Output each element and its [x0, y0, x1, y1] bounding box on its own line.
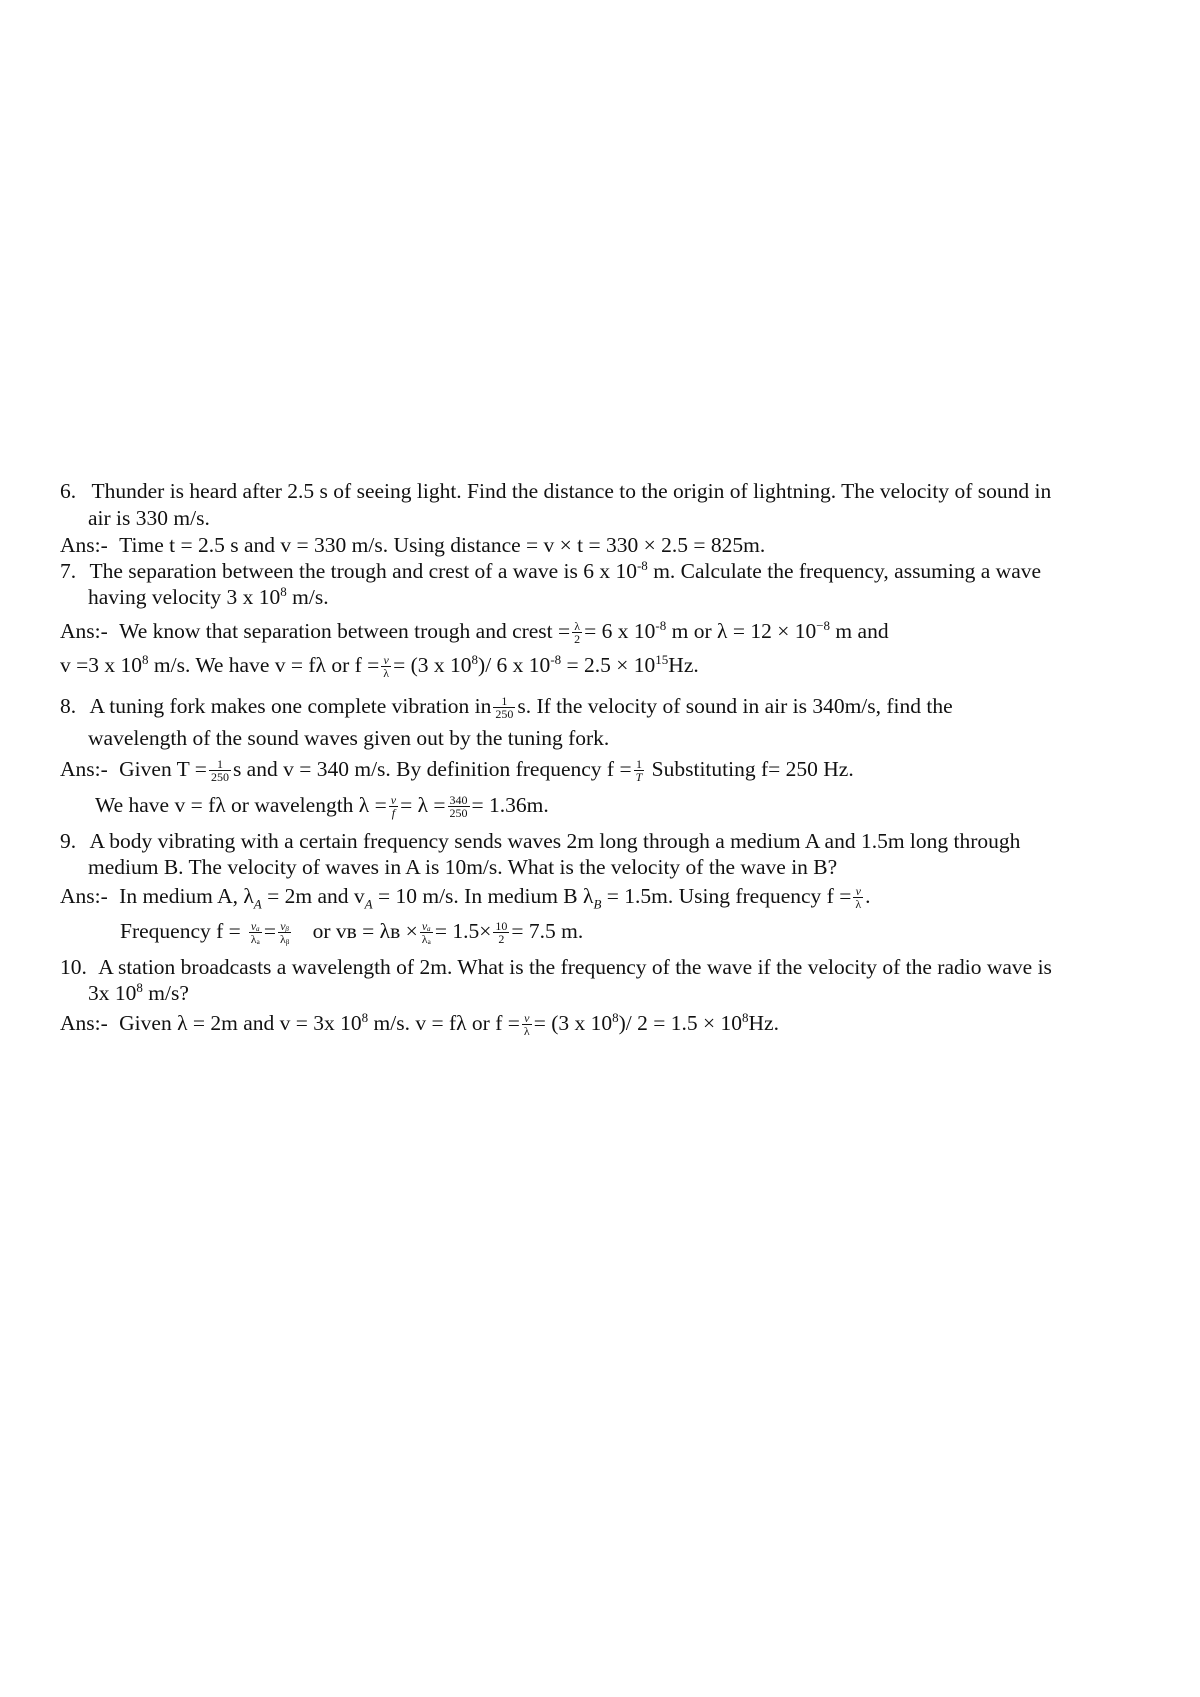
q7-text-line1-end: m. Calculate the frequency, assuming a wave — [647, 559, 1042, 583]
q9-ans2-c: = 1.5× — [434, 919, 492, 943]
fraction-numerator: v — [853, 885, 863, 898]
q9-ans2-b: or vʙ = λʙ × — [307, 919, 418, 943]
fraction-denominator: T — [635, 769, 643, 784]
q7-number: 7. — [60, 559, 77, 583]
q8-number: 8. — [60, 694, 77, 718]
q10-text-line1: A station broadcasts a wavelength of 2m. What is the frequency of the wave if the velocity of the radio wave is — [98, 955, 1052, 979]
q7-ans-a: We know that separation between trough and crest = — [119, 619, 571, 643]
q8-ans-c: Substituting f= 250 Hz. — [646, 757, 854, 781]
q9-fraction-v-lambda — [853, 885, 863, 910]
fraction-denominator: λᵦ — [280, 931, 290, 946]
fraction-denominator: 2 — [498, 931, 505, 946]
q8-answer-line1 — [60, 756, 854, 784]
q8-text-line2: wavelength of the sound waves given out by the tuning fork. — [88, 726, 610, 750]
q7-line2 — [88, 584, 329, 610]
q7-ans2-a: v =3 x 10 — [60, 653, 143, 677]
q10-number: 10. — [60, 955, 87, 979]
fraction-numerator: 340 — [449, 792, 468, 807]
q10-ans-c: = (3 x 10 — [533, 1011, 613, 1035]
fraction-numerator: 1 — [634, 758, 645, 771]
fraction-denominator: 250 — [495, 706, 514, 721]
q10-ans-e: Hz. — [748, 1011, 779, 1035]
q10-answer — [60, 1010, 779, 1038]
q7-ans2-e: = 2.5 × 10 — [561, 653, 656, 677]
q7-line1 — [60, 558, 1041, 584]
fraction-denominator: λₐ — [250, 931, 260, 946]
q10-ans-a-exponent: 8 — [361, 1009, 369, 1025]
q9-ans-label: Ans:- — [60, 884, 108, 908]
q9-ans-c-subscript: B — [593, 896, 602, 912]
fraction-numerator: vₐ — [420, 920, 433, 933]
q7-text-line2-end: m/s. — [286, 585, 329, 609]
q8-ans-b: s and v = 340 m/s. By definition frequency f = — [232, 757, 632, 781]
q9-number: 9. — [60, 829, 77, 853]
fraction-numerator: 1 — [493, 695, 515, 708]
q8-ans2-c: = 1.36m. — [471, 793, 549, 817]
q6-line1 — [60, 478, 1051, 504]
q6-ans-label: Ans:- — [60, 533, 108, 557]
fraction-denominator: λ — [523, 1023, 530, 1038]
q8-fraction-340-250 — [448, 794, 470, 819]
q7-ans2-c: = (3 x 10 — [393, 653, 472, 677]
q9-ans-b-subscript: A — [364, 896, 373, 912]
q9-text-line2: medium B. The velocity of waves in A is 10m/s. What is the velocity of the wave in B? — [88, 855, 838, 879]
q8-answer-line2 — [95, 792, 549, 820]
q9-ans2-d: = 7.5 m. — [511, 919, 584, 943]
q8-fraction-1-T — [634, 758, 645, 783]
fraction-numerator: 10 — [495, 918, 508, 933]
q9-ans-d: = 1.5m. Using frequency f = — [601, 884, 852, 908]
fraction-denominator: f — [391, 805, 396, 820]
q10-ans-c-exponent: 8 — [612, 1009, 619, 1025]
fraction-denominator: λ — [383, 665, 390, 680]
q7-velocity-exponent: 8 — [280, 583, 287, 599]
q10-ans-d-exponent: 8 — [742, 1009, 749, 1025]
q7-exponent: -8 — [636, 557, 648, 573]
fraction-denominator: 250 — [449, 805, 468, 820]
q8-fraction-1-250 — [493, 695, 515, 720]
q7-ans-label: Ans:- — [60, 619, 108, 643]
q9-answer-line2 — [120, 918, 583, 946]
q7-ans-d: m and — [830, 619, 889, 643]
q8-text-line1-a: A tuning fork makes one complete vibration in — [89, 694, 492, 718]
q8-text-line1-b: s. If the velocity of sound in air is 340m/s, find the — [517, 694, 953, 718]
fraction-denominator: 2 — [574, 631, 581, 646]
q10-text-line2-end: m/s? — [142, 981, 189, 1005]
q6-text-line1: Thunder is heard after 2.5 s of seeing light. Find the distance to the origin of lightning. The velocity of sound in — [91, 479, 1052, 503]
q8-line1 — [60, 693, 953, 721]
q7-ans2-c-exponent: 8 — [471, 651, 479, 667]
fraction-numerator: 1 — [209, 758, 231, 771]
fraction-numerator: v — [522, 1012, 532, 1025]
q7-text-line1: The separation between the trough and crest of a wave is 6 x 10 — [89, 559, 637, 583]
q10-line1 — [60, 954, 1052, 980]
q9-ans-a: In medium A, λ — [119, 884, 254, 908]
q7-fraction-lambda-2 — [572, 620, 582, 645]
q7-answer-line2 — [60, 652, 699, 680]
q10-ans-d: )/ 2 = 1.5 × 10 — [618, 1011, 742, 1035]
q9-text-line1: A body vibrating with a certain frequency sends waves 2m long through a medium A and 1.5m long through — [89, 829, 1021, 853]
q8-fraction-period — [209, 758, 231, 783]
q8-ans-a: Given T = — [119, 757, 207, 781]
q7-ans-c-exponent: −8 — [816, 617, 831, 633]
fraction-denominator: λₐ — [421, 931, 431, 946]
fraction-numerator: vₐ — [249, 920, 262, 933]
q9-fraction-vA-lambdaA — [249, 920, 262, 945]
q9-fraction-10-2 — [493, 920, 509, 945]
q7-ans-b-exponent: -8 — [655, 617, 667, 633]
q9-ans-e: . — [865, 884, 871, 908]
q7-ans-c: m or λ = 12 × 10 — [666, 619, 817, 643]
fraction-denominator: λ — [855, 896, 862, 911]
q9-ans-b: = 2m and v — [261, 884, 365, 908]
fraction-numerator: λ — [572, 620, 582, 633]
q7-fraction-v-lambda — [381, 654, 391, 679]
q7-ans2-d: )/ 6 x 10 — [478, 653, 551, 677]
q10-line2 — [88, 980, 189, 1006]
q7-ans2-a-exponent: 8 — [142, 651, 149, 667]
q10-ans-a: Given λ = 2m and v = 3x 10 — [119, 1011, 362, 1035]
q7-ans2-e-exponent: 15 — [655, 651, 669, 667]
q7-ans2-d-exponent: -8 — [550, 651, 562, 667]
q9-ans2-eq: = — [263, 919, 277, 943]
q9-ans-c: = 10 m/s. In medium B λ — [372, 884, 594, 908]
q9-ans-a-subscript: A — [253, 896, 262, 912]
q8-ans2-b: = λ = — [400, 793, 446, 817]
q9-fraction-vB-lambdaB — [278, 920, 291, 945]
q7-text-line2: having velocity 3 x 10 — [88, 585, 281, 609]
q9-line1 — [60, 828, 1020, 854]
q6-ans-text: Time t = 2.5 s and v = 330 m/s. Using distance = v × t = 330 × 2.5 = 825m. — [119, 533, 766, 557]
q7-ans2-f: Hz. — [668, 653, 699, 677]
q8-ans-label: Ans:- — [60, 757, 108, 781]
q10-fraction-v-lambda — [522, 1012, 532, 1037]
q10-exponent: 8 — [136, 979, 143, 995]
q9-answer-line1 — [60, 883, 871, 911]
fraction-numerator: v — [390, 792, 397, 807]
q7-answer-line1 — [60, 618, 889, 646]
q8-ans2-a: We have v = fλ or wavelength λ = — [95, 793, 387, 817]
q9-fraction-vA-lambdaA-2 — [420, 920, 433, 945]
q8-fraction-v-f — [389, 794, 398, 819]
q7-ans2-b: m/s. We have v = fλ or f = — [148, 653, 380, 677]
fraction-numerator: vᵦ — [278, 920, 291, 933]
fraction-numerator: v — [381, 654, 391, 667]
q10-text-line2: 3x 10 — [88, 981, 137, 1005]
q6-text-line2: air is 330 m/s. — [88, 506, 210, 530]
q7-ans-b: = 6 x 10 — [584, 619, 656, 643]
q6-answer — [60, 532, 765, 558]
q10-ans-label: Ans:- — [60, 1011, 108, 1035]
q9-ans2-a: Frequency f = — [120, 919, 241, 943]
fraction-denominator: 250 — [210, 769, 229, 784]
q10-ans-b: m/s. v = fλ or f = — [368, 1011, 520, 1035]
q6-number: 6. — [60, 479, 77, 503]
